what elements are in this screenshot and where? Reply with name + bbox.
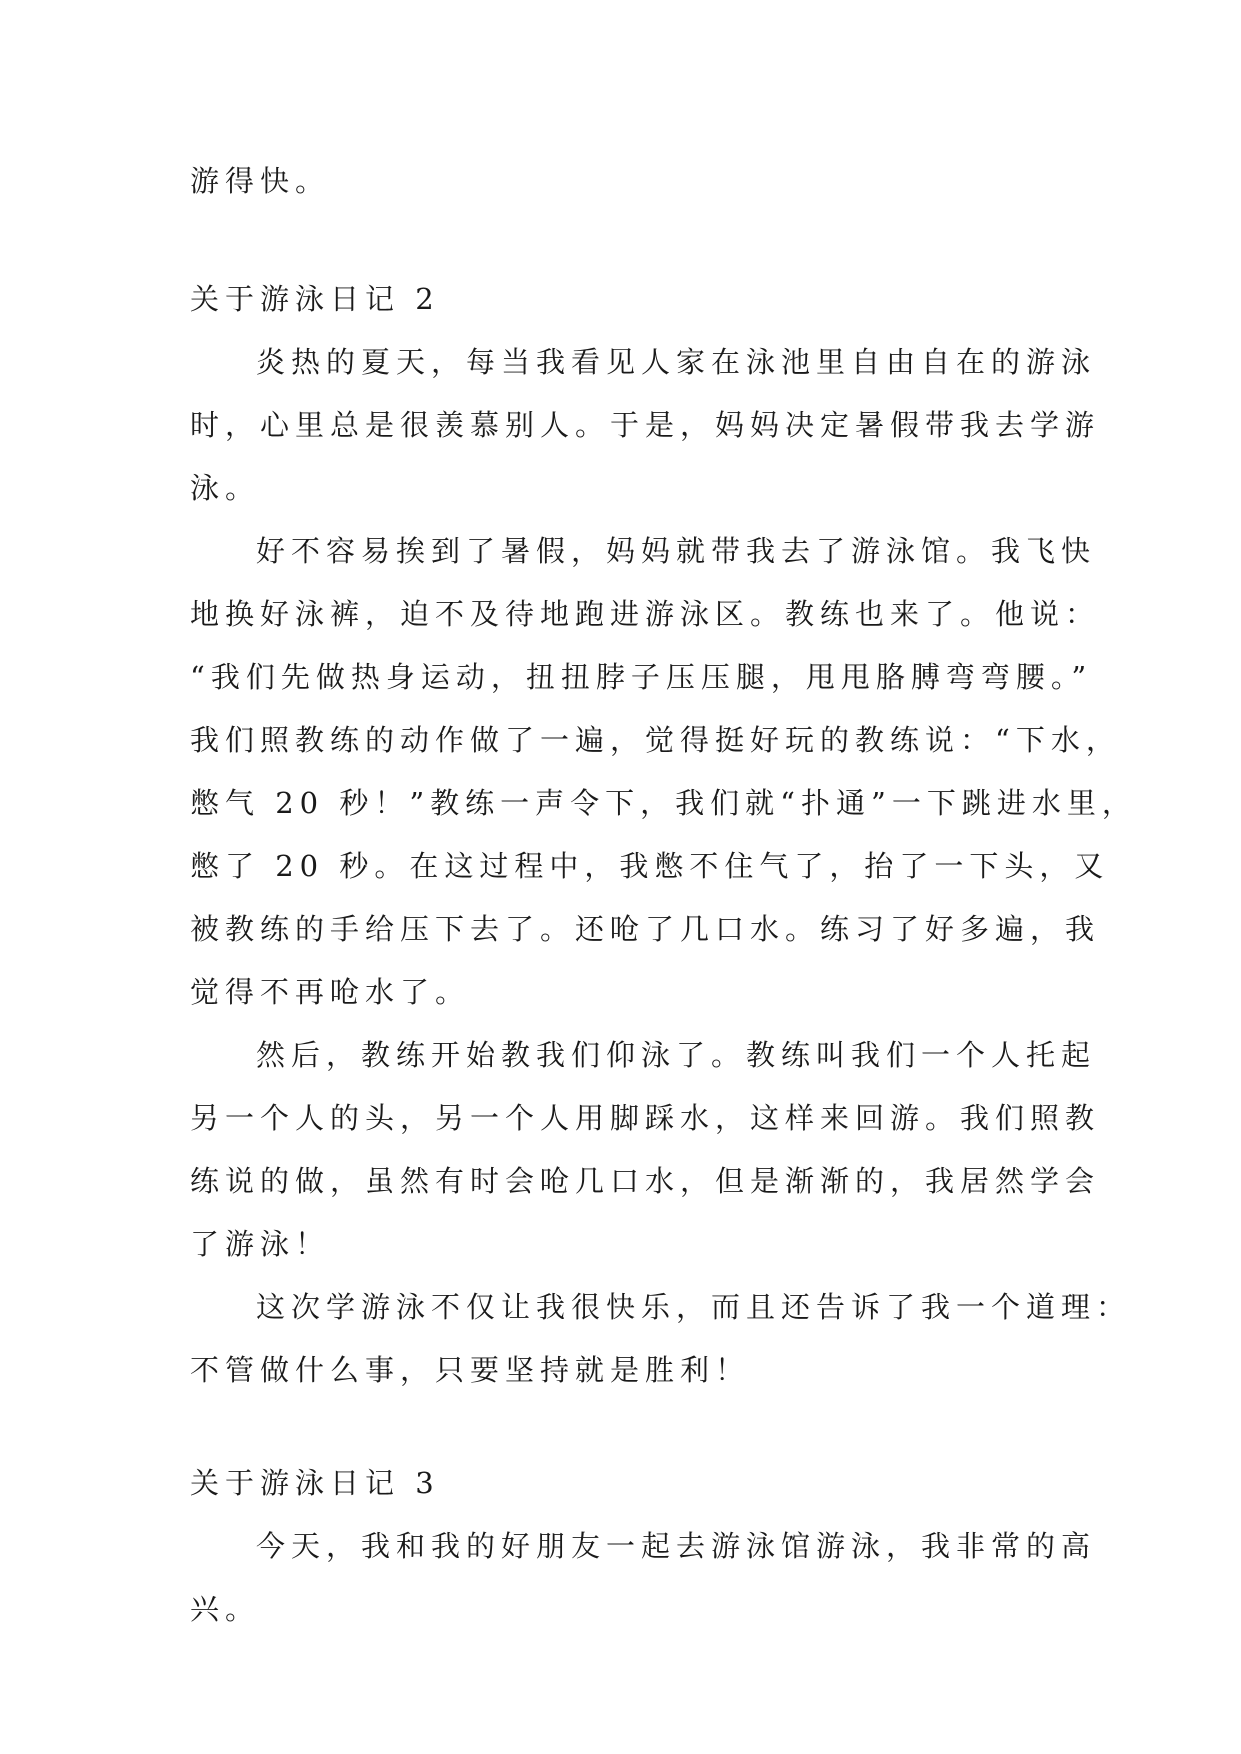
paragraph-line: 这次学游泳不仅让我很快乐，而且还告诉了我一个道理： xyxy=(256,1290,1132,1324)
paragraph-line: 憋了 20 秒。在这过程中，我憋不住气了，抬了一下头，又 xyxy=(190,849,1110,883)
paragraph-line: 游得快。 xyxy=(190,164,331,198)
paragraph-line: “我们先做热身运动，扭扭脖子压压腿，甩甩胳膊弯弯腰。” xyxy=(190,660,1093,694)
paragraph-line: 炎热的夏天，每当我看见人家在泳池里自由自在的游泳 xyxy=(256,345,1097,379)
paragraph-line: 地换好泳裤，迫不及待地跑进游泳区。教练也来了。他说： xyxy=(190,597,1101,631)
paragraph-line: 憋气 20 秒！”教练一声令下，我们就“扑通”一下跳进水里， xyxy=(190,786,1137,820)
paragraph-line: 不管做什么事，只要坚持就是胜利！ xyxy=(190,1353,751,1387)
section-heading: 关于游泳日记 3 xyxy=(190,1466,440,1500)
paragraph-line: 被教练的手给压下去了。还呛了几口水。练习了好多遍，我 xyxy=(190,912,1101,946)
paragraph-line: 今天，我和我的好朋友一起去游泳馆游泳，我非常的高 xyxy=(256,1529,1097,1563)
paragraph-line: 了游泳！ xyxy=(190,1227,331,1261)
paragraph-line: 然后，教练开始教我们仰泳了。教练叫我们一个人托起 xyxy=(256,1038,1097,1072)
paragraph-line: 好不容易挨到了暑假，妈妈就带我去了游泳馆。我飞快 xyxy=(256,534,1097,568)
paragraph-line: 练说的做，虽然有时会呛几口水，但是渐渐的，我居然学会 xyxy=(190,1164,1101,1198)
paragraph-line: 另一个人的头，另一个人用脚踩水，这样来回游。我们照教 xyxy=(190,1101,1101,1135)
section-heading: 关于游泳日记 2 xyxy=(190,282,440,316)
paragraph-line: 我们照教练的动作做了一遍，觉得挺好玩的教练说：“下水， xyxy=(190,723,1121,757)
paragraph-line: 觉得不再呛水了。 xyxy=(190,975,471,1009)
paragraph-line: 兴。 xyxy=(190,1592,261,1626)
paragraph-line: 泳。 xyxy=(190,471,261,505)
paragraph-line: 时，心里总是很羡慕别人。于是，妈妈决定暑假带我去学游 xyxy=(190,408,1101,442)
